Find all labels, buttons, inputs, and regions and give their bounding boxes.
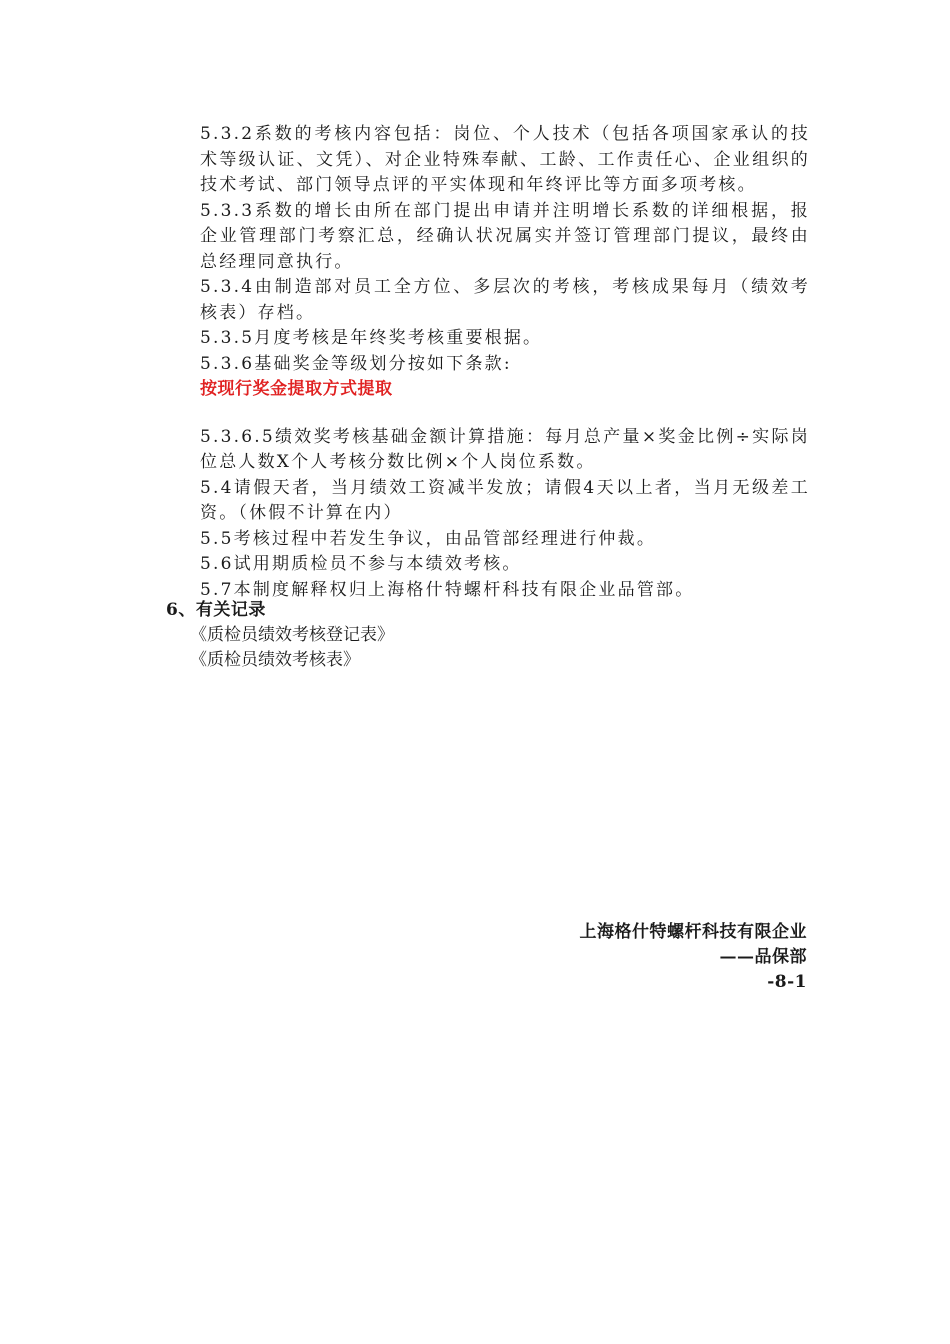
record-item: 《质检员绩效考核登记表》 [190, 625, 394, 645]
spacer [200, 403, 810, 425]
clause-5-3-3: 5.3.3系数的增长由所在部门提出申请并注明增长系数的详细根据，报企业管理部门考察汇总，经确认状况属实并签订管理部门提议，最终由总经理同意执行。 [200, 200, 810, 272]
page-number: -8-1 [767, 972, 807, 992]
records-list [190, 623, 394, 673]
clause-5-3-5: 5.3.5月度考核是年终奖考核重要根据。 [200, 328, 543, 348]
clause-5-7: 5.7本制度解释权归上海格什特螺杆科技有限企业品管部。 [200, 579, 695, 600]
department-name: ——品保部 [719, 947, 807, 967]
clause-5-3-2: 5.3.2系数的考核内容包括：岗位、个人技术（包括各项国家承认的技术等级认证、文凭）、对企业特殊奉献、工龄、工作责任心、企业组织的技术考试、部门领导点评的平实体现和年终评比等方面多项考核。 [200, 124, 810, 195]
clause-5-4: 5.4请假天者，当月绩效工资减半发放；请假4天以上者，当月无级差工资。（休假不计算在内） [200, 477, 810, 523]
clause-5-3-6-5: 5.3.6.5绩效奖考核基础金额计算措施：每月总产量×奖金比例÷实际岗位总人数X个人考核分数比例×个人岗位系数。 [200, 426, 810, 472]
clause-5-5: 5.5考核过程中若发生争议，由品管部经理进行仲裁。 [200, 528, 657, 549]
clause-5-3-6: 5.3.6基础奖金等级划分按如下条款: [200, 353, 512, 374]
clause-5-3-4: 5.3.4由制造部对员工全方位、多层次的考核，考核成果每月（绩效考核表）存档。 [200, 277, 810, 323]
signature-block [580, 920, 808, 995]
record-item: 《质检员绩效考核表》 [190, 650, 360, 670]
company-name: 上海格什特螺杆科技有限企业 [579, 922, 807, 942]
clause-5-6: 5.6试用期质检员不参与本绩效考核。 [200, 554, 522, 574]
section-6-heading: 6、有关记录 [166, 600, 266, 620]
bonus-extraction-note: 按现行奖金提取方式提取 [200, 379, 393, 399]
body-text [200, 122, 810, 603]
